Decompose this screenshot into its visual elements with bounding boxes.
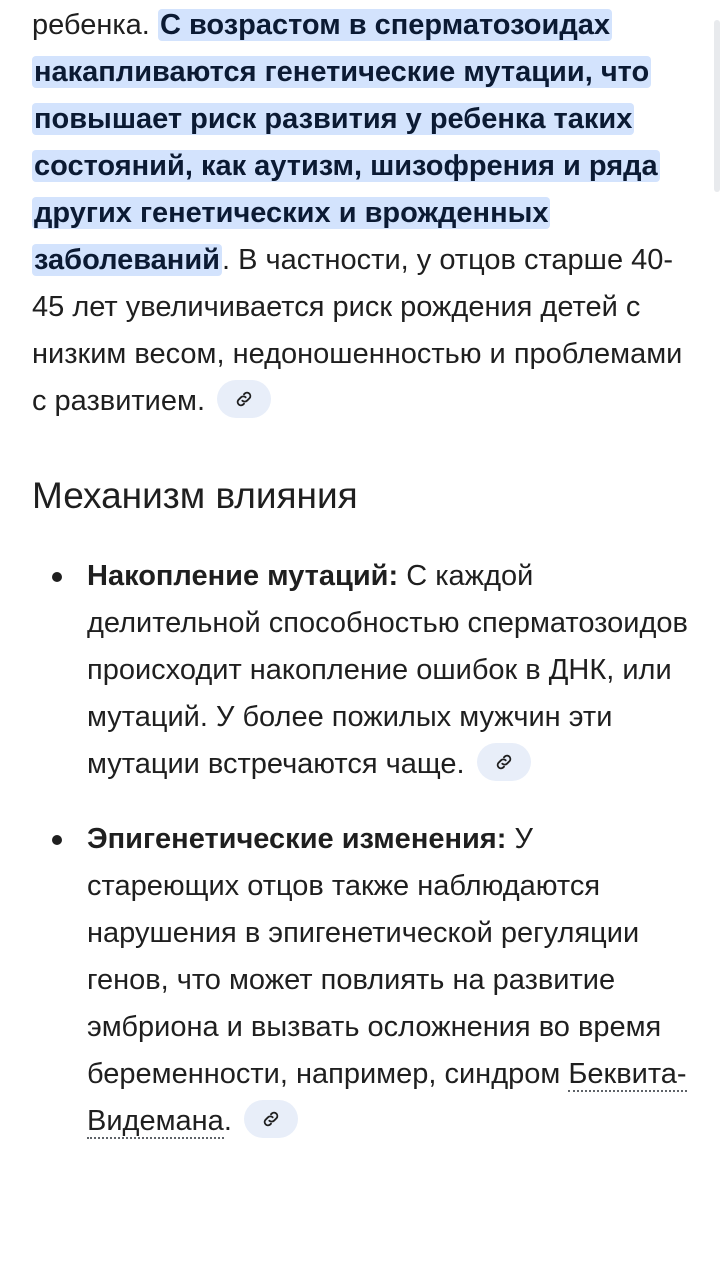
highlighted-passage: С возрастом в сперматозоидах накапливаются генетические мутации, что повышает риск развития у ребенка таких состояний, как аутизм, шизофрения и ряда других генетических и врожденных заболеваний: [34, 9, 658, 276]
link-icon: [494, 752, 514, 772]
section-title: Механизм влияния: [32, 475, 358, 516]
bullet-dot: [52, 572, 62, 582]
bullet-text: С каждой делительной способностью сперматозоидов происходит накопление ошибок в ДНК, или мутаций. У более пожилых мужчин эти мутации встречаются чаще.: [87, 560, 688, 780]
bullet-list: [32, 553, 692, 1145]
source-link-button[interactable]: [477, 743, 531, 781]
bullet-text-end: .: [223, 1105, 232, 1137]
answer-content: [32, 0, 692, 1145]
bullet-term: Эпигенетические изменения:: [87, 823, 507, 855]
source-link-button[interactable]: [244, 1100, 298, 1138]
intro-lead: ребенка.: [32, 9, 150, 41]
link-icon: [234, 389, 254, 409]
list-item: [32, 553, 692, 788]
bullet-dot: [52, 835, 62, 845]
list-item: [32, 816, 692, 1145]
glossary-link[interactable]: Беквита-Видемана: [87, 1058, 687, 1137]
bullet-text: У стареющих отцов также наблюдаются нарушения в эпигенетической регуляции генов, что может повлиять на развитие эмбриона и вызвать осложнения во время беременности, например, синдром: [87, 823, 662, 1090]
link-icon: [261, 1109, 281, 1129]
scrollbar[interactable]: [714, 20, 720, 192]
intro-tail: . В частности, у отцов старше 40-45 лет увеличивается риск рождения детей с низким весом, недоношенностью и проблемами с развитием.: [32, 244, 683, 417]
bullet-term: Накопление мутаций:: [87, 560, 399, 592]
source-link-button[interactable]: [217, 380, 271, 418]
intro-paragraph: [32, 2, 692, 425]
